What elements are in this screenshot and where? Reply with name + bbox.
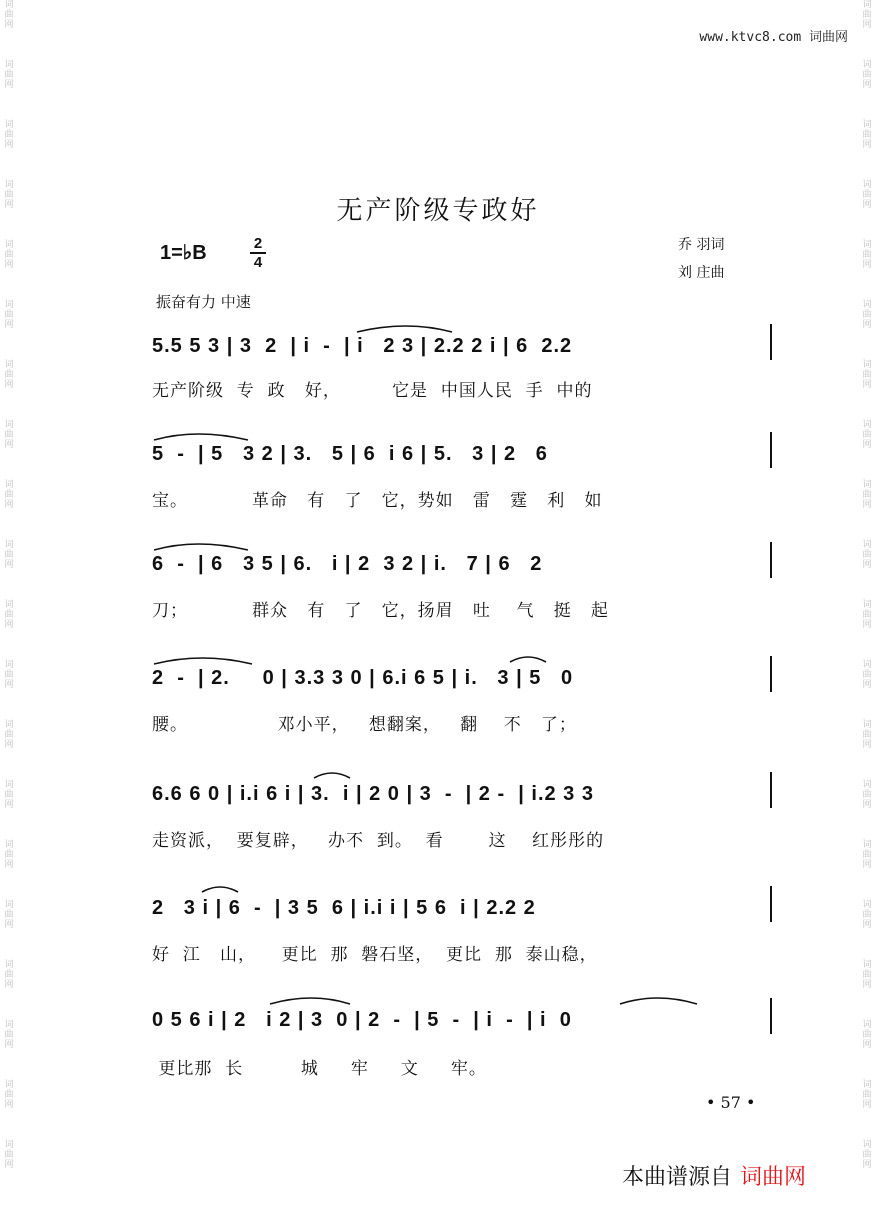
lyrics-row-1: 无产阶级 专 政 好， 它是 中国人民 手 中的 xyxy=(152,381,593,401)
watermark-text: 词 曲 网 xyxy=(862,540,872,570)
watermark-text: 词 曲 网 xyxy=(4,360,14,390)
key-signature: 1=♭B xyxy=(160,242,207,264)
notes-text: 5 - | 5 3 2 | 3. 5 | 6 i 6 | 5. 3 | 2 6 xyxy=(152,443,555,465)
bar-line xyxy=(770,324,772,360)
watermark-text: 词 曲 网 xyxy=(4,660,14,690)
watermark-text: 词 曲 网 xyxy=(862,180,872,210)
watermark-text: 词 曲 网 xyxy=(862,1080,872,1110)
notes-text: 2 3 i | 6 - | 3 5 6 | i.i i | 5 6 i | 2.2 2 xyxy=(152,897,543,919)
watermark-text: 词 曲 网 xyxy=(4,1020,14,1050)
bar-line xyxy=(770,656,772,692)
watermark-text: 词 曲 网 xyxy=(4,840,14,870)
watermark-text: 词 曲 网 xyxy=(862,0,872,30)
notes-text: 6.6 6 0 | i.i 6 i | 3. i | 2 0 | 3 - | 2 - | i.2 3 3 xyxy=(152,783,601,805)
notation-row-4 xyxy=(152,654,772,694)
notation-row-5 xyxy=(152,770,772,810)
lyrics-row-3: 刀； 群众 有 了 它，扬眉 吐 气 挺 起 xyxy=(152,601,609,621)
right-watermark-strip xyxy=(860,0,874,1219)
watermark-text: 词 曲 网 xyxy=(4,600,14,630)
watermark-text: 词 曲 网 xyxy=(4,240,14,270)
source-brand-link[interactable]: 词曲网 xyxy=(740,1165,807,1190)
final-bar-line xyxy=(770,998,772,1034)
site-url[interactable]: www.ktvc8.com 词曲网 xyxy=(699,30,848,45)
tempo-marking: 振奋有力 中速 xyxy=(156,293,251,311)
bar-line xyxy=(770,886,772,922)
watermark-text: 词 曲 网 xyxy=(862,660,872,690)
watermark-text: 词 曲 网 xyxy=(862,420,872,450)
left-watermark-strip xyxy=(2,0,16,1219)
notation-row-2 xyxy=(152,430,772,470)
lyrics-row-4: 腰。 邓小平， 想翻案， 翻 不 了； xyxy=(152,715,577,735)
watermark-text: 词 曲 网 xyxy=(4,540,14,570)
song-title: 无产阶级专政好 xyxy=(336,196,540,226)
watermark-text: 词 曲 网 xyxy=(862,960,872,990)
watermark-text: 词 曲 网 xyxy=(4,480,14,510)
composer-credit: 刘 庄曲 xyxy=(678,265,725,281)
bar-line xyxy=(770,542,772,578)
notation-row-1 xyxy=(152,322,772,362)
watermark-text: 词 曲 网 xyxy=(862,1020,872,1050)
watermark-text: 词 曲 网 xyxy=(862,600,872,630)
watermark-text: 词 曲 网 xyxy=(862,360,872,390)
notes-text: 2 - | 2. 0 | 3.3 3 0 | 6.i 6 5 | i. 3 | 5 0 xyxy=(152,667,580,689)
watermark-text: 词 曲 网 xyxy=(862,780,872,810)
lyrics-row-6: 好 江 山， 更比 那 磐石坚， 更比 那 泰山稳， xyxy=(152,945,598,965)
bar-line xyxy=(770,432,772,468)
watermark-text: 词 曲 网 xyxy=(4,120,14,150)
watermark-text: 词 曲 网 xyxy=(4,180,14,210)
lyrics-row-7: 更比那 长 城 牢 文 牢。 xyxy=(152,1059,487,1079)
watermark-text: 词 曲 网 xyxy=(4,1140,14,1170)
watermark-text: 词 曲 网 xyxy=(862,120,872,150)
notes-text: 5.5 5 3 | 3 2 | i - | i 2 3 | 2.2 2 i | 6 2.2 xyxy=(152,335,579,357)
notation-row-6 xyxy=(152,884,772,924)
watermark-text: 词 曲 网 xyxy=(4,420,14,450)
watermark-text: 词 曲 网 xyxy=(4,900,14,930)
watermark-text: 词 曲 网 xyxy=(862,840,872,870)
watermark-text: 词 曲 网 xyxy=(4,960,14,990)
time-signature xyxy=(250,236,266,270)
source-label: 本曲谱源自 xyxy=(622,1165,733,1190)
notation-row-7 xyxy=(152,996,772,1036)
page-number: • 57 • xyxy=(706,1093,756,1112)
notation-row-3 xyxy=(152,540,772,580)
watermark-text: 词 曲 网 xyxy=(862,480,872,510)
notes-text: 0 5 6 i | 2 i 2 | 3 0 | 2 - | 5 - | i - | i 0 xyxy=(152,1009,579,1031)
watermark-text: 词 曲 网 xyxy=(4,1080,14,1110)
time-sig-bottom: 4 xyxy=(253,254,263,271)
watermark-text: 词 曲 网 xyxy=(862,240,872,270)
watermark-text: 词 曲 网 xyxy=(4,60,14,90)
watermark-text: 词 曲 网 xyxy=(4,720,14,750)
source-footer xyxy=(622,1160,806,1191)
watermark-text: 词 曲 网 xyxy=(862,720,872,750)
watermark-text: 词 曲 网 xyxy=(862,900,872,930)
bar-line xyxy=(770,772,772,808)
watermark-text: 词 曲 网 xyxy=(862,60,872,90)
time-sig-top: 2 xyxy=(253,235,263,252)
lyricist-credit: 乔 羽词 xyxy=(678,237,725,253)
lyrics-row-5: 走资派， 要复辟， 办不 到。 看 这 红彤彤的 xyxy=(152,831,605,851)
watermark-text: 词 曲 网 xyxy=(4,780,14,810)
watermark-text: 词 曲 网 xyxy=(4,300,14,330)
watermark-text: 词 曲 网 xyxy=(4,0,14,30)
watermark-text: 词 曲 网 xyxy=(862,1140,872,1170)
watermark-text: 词 曲 网 xyxy=(862,300,872,330)
lyrics-row-2: 宝。 革命 有 了 它，势如 雷 霆 利 如 xyxy=(152,491,603,511)
notes-text: 6 - | 6 3 5 | 6. i | 2 3 2 | i. 7 | 6 2 xyxy=(152,553,549,575)
